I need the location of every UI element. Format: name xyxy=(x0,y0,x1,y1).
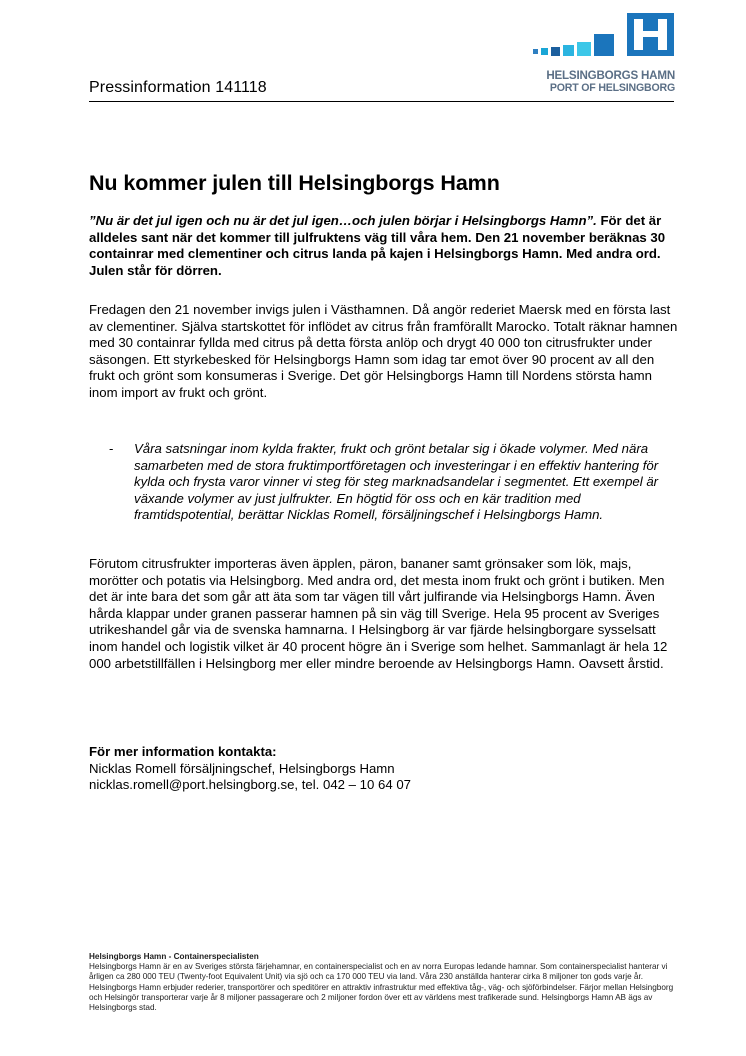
footer-title: Helsingborgs Hamn - Containerspecialisten xyxy=(89,952,259,961)
press-info-label: Pressinformation 141118 xyxy=(89,79,267,96)
helsingborgs-hamn-logo xyxy=(531,12,677,98)
contact-heading: För mer information kontakta: xyxy=(89,744,277,759)
bullet-marker: - xyxy=(109,441,114,456)
footer-text: Helsingborgs Hamn är en av Sveriges största färjehamnar, en containerspecialist och en av norra Europas ledande hamnar. Som containerspecialist hanterar vi årligen ca 280 000 TEU (Twenty-foot Equivalent Unit) via sjö och ca 170 000 TEU via land. Våra 230 anställda hanterar cirka 8 miljoner ton gods varje år. Helsingborgs Hamn erbjuder rederier, transportörer och speditörer en attraktiv infrastruktur med effektiva tåg-, väg- och sjöförbindelser. Färjor mellan Helsingborg och Helsingör transporterar varje år 8 miljoner passagerare och 2 miljoner fordon över ett av världens mest trafikerade sund. Helsingborgs Hamn AB ägs av Helsingborgs stad. xyxy=(89,962,674,1013)
contact-block xyxy=(89,744,411,794)
body-paragraph-2: Förutom citrusfrukter importeras även äpplen, päron, bananer samt grönsaker som lök, majs, morötter och potatis via Helsingborg. Med andra ord, det mesta inom frukt och grönt i butiken. Men det är inte bara det som går att äta som tar vägen till vårt julfirande via Helsingborgs Hamn. Även hårda klappar under granen passerar hamnen på sin väg till Sverige. Hela 95 procent av Sveriges utrikeshandel går via de svenska hamnarna. I Helsingborg är var fjärde helsingborgare sysselsatt inom handel och logistik vilket är 40 procent högre än i Sverige som helhet. Sammanlagt är hela 12 000 arbetstillfällen i Helsingborg mer eller mindre beroende av Helsingborgs Hamn. Oavsett årstid. xyxy=(89,556,668,671)
body-paragraph-1: Fredagen den 21 november invigs julen i Västhamnen. Då angör rederiet Maersk med en första last av clementiner. Själva startskottet för inflödet av citrus från framförallt Marocko. Totalt räknar hamnen med 30 containrar fyllda med citrus på detta första anlöp och drygt 40 000 ton citrusfrukter under säsongen. Ett styrkebesked för Helsingborgs Hamn som idag tar emot över 90 procent av all den frukt och grönt som konsumeras i Sverige. Det gör Helsingborgs Hamn till Nordens största hamn inom import av frukt och grönt. xyxy=(89,302,678,400)
page-title: Nu kommer julen till Helsingborgs Hamn xyxy=(89,171,500,195)
contact-details: nicklas.romell@port.helsingborg.se, tel. 042 – 10 64 07 xyxy=(89,777,412,793)
contact-name: Nicklas Romell försäljningschef, Helsingborgs Hamn xyxy=(89,760,395,776)
lead-paragraph xyxy=(89,213,679,279)
lead-text: För det är alldeles sant när det kommer till julfruktens väg till våra hem. Den 21 november beräknas 30 containrar med clementiner och citrus landa på kajen i Helsingborgs Hamn. Med andra ord. Julen står för dörren. xyxy=(89,213,666,278)
header-divider xyxy=(89,101,674,102)
lead-quote: ”Nu är det jul igen och nu är det jul igen…och julen börjar i Helsingborgs Hamn”. xyxy=(89,213,597,228)
logo-text-name: HELSINGBORGS HAMN xyxy=(546,69,675,82)
logo-mark-icon xyxy=(531,12,677,68)
bullet-quote: Våra satsningar inom kylda frakter, frukt och grönt betalar sig i ökade volymer. Med nära samarbeten med de stora fruktimportföretagen och investeringar i en effektiv hantering för kylda och frysta varor vinner vi steg för steg marknadsandelar i segmentet. Ett exempel är växande volymer av just julfrukter. En högtid för oss och en kär tradition med framtidspotential, berättar Nicklas Romell, försäljningschef i Helsingborgs Hamn. xyxy=(134,441,659,523)
logo-text-english: PORT OF HELSINGBORG xyxy=(549,82,675,94)
footer xyxy=(89,952,679,1013)
